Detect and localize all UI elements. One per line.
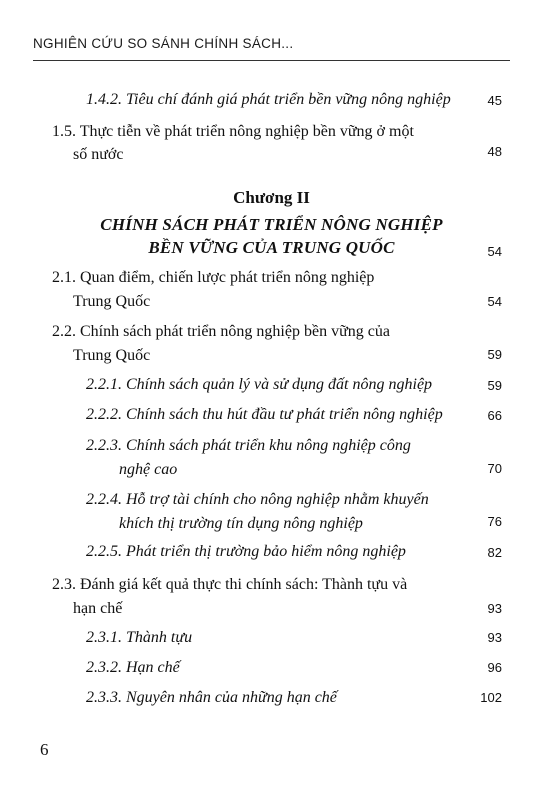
toc-page-2-2-1: 59 bbox=[487, 378, 502, 393]
chapter-label: Chương II bbox=[233, 188, 310, 207]
toc-page-2-2-3: 70 bbox=[487, 461, 502, 476]
toc-entry-2-2-1: 2.2.1. Chính sách quản lý và sử dụng đất nông nghiệp bbox=[86, 376, 433, 393]
toc-page-2-3-1: 93 bbox=[487, 630, 502, 645]
toc-page-2-2-2: 66 bbox=[487, 408, 502, 423]
toc-entry-2-1-line2: Trung Quốc bbox=[73, 293, 151, 310]
toc-entry-2-3-line2: hạn chế bbox=[73, 600, 123, 617]
toc-page-2-1: 54 bbox=[487, 294, 502, 309]
header-rule bbox=[33, 60, 510, 61]
toc-entry-2-2-line1: 2.2. Chính sách phát triển nông nghiệp bền vững của bbox=[52, 323, 390, 340]
toc-page-2-2: 59 bbox=[487, 347, 502, 362]
toc-entry-1-5-line1: 1.5. Thực tiễn về phát triển nông nghiệp bền vững ở một bbox=[52, 123, 414, 140]
toc-entry-2-2-2: 2.2.2. Chính sách thu hút đầu tư phát triển nông nghiệp bbox=[86, 406, 443, 423]
toc-entry-2-3-2: 2.3.2. Hạn chế bbox=[86, 659, 180, 676]
toc-entry-2-3-1: 2.3.1. Thành tựu bbox=[86, 629, 193, 646]
toc-entry-2-2-3-line1: 2.2.3. Chính sách phát triển khu nông nghiệp công bbox=[86, 437, 411, 454]
toc-page-1-4-2: 45 bbox=[487, 93, 502, 108]
toc-page-2-2-5: 82 bbox=[487, 545, 502, 560]
toc-entry-2-2-4-line1: 2.2.4. Hỗ trợ tài chính cho nông nghiệp nhằm khuyến bbox=[86, 491, 429, 508]
toc-entry-2-3-line1: 2.3. Đánh giá kết quả thực thi chính sách: Thành tựu và bbox=[52, 576, 408, 593]
toc-page-2-3-2: 96 bbox=[487, 660, 502, 675]
toc-page-2-3: 93 bbox=[487, 601, 502, 616]
toc-entry-1-5-line2: số nước bbox=[73, 146, 124, 163]
toc-page-2-3-3: 102 bbox=[480, 690, 502, 705]
toc-entry-2-2-4-line2: khích thị trường tín dụng nông nghiệp bbox=[119, 515, 363, 532]
toc-entry-2-2-5: 2.2.5. Phát triển thị trường bảo hiểm nông nghiệp bbox=[86, 543, 406, 560]
toc-entry-2-2-line2: Trung Quốc bbox=[73, 347, 151, 364]
toc-entry-2-2-3-line2: nghệ cao bbox=[119, 461, 178, 478]
toc-entry-1-4-2: 1.4.2. Tiêu chí đánh giá phát triển bền vững nông nghiệp bbox=[86, 91, 451, 108]
running-header: NGHIÊN CỨU SO SÁNH CHÍNH SÁCH... bbox=[33, 36, 294, 51]
toc-page-2-2-4: 76 bbox=[487, 514, 502, 529]
toc-page-chapter-2: 54 bbox=[487, 244, 502, 259]
chapter-title-line1: CHÍNH SÁCH PHÁT TRIỂN NÔNG NGHIỆP bbox=[100, 215, 443, 234]
page-number: 6 bbox=[40, 740, 49, 759]
toc-entry-2-3-3: 2.3.3. Nguyên nhân của những hạn chế bbox=[86, 689, 337, 706]
toc-page-1-5: 48 bbox=[487, 144, 502, 159]
toc-entry-2-1-line1: 2.1. Quan điểm, chiến lược phát triển nông nghiệp bbox=[52, 269, 375, 286]
chapter-title-line2: BỀN VỮNG CỦA TRUNG QUỐC bbox=[148, 238, 395, 257]
